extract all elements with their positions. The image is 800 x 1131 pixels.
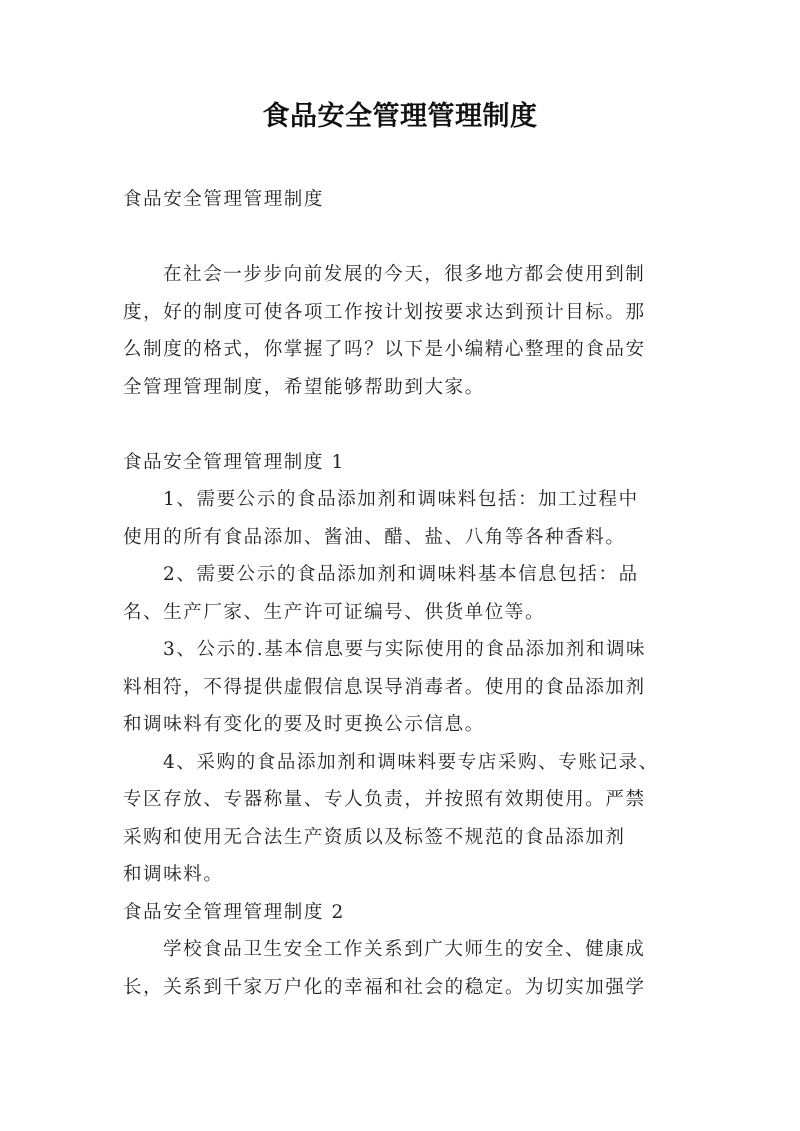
list-item bbox=[123, 556, 683, 631]
paragraph-line: 么制度的格式，你掌握了吗？以下是小编精心整理的食品安 bbox=[123, 339, 646, 360]
paragraph-line: 全管理管理制度，希望能够帮助到大家。 bbox=[123, 376, 485, 398]
list-item bbox=[123, 744, 683, 894]
spacer bbox=[123, 219, 683, 257]
paragraph-line: 和调味料。 bbox=[123, 864, 224, 885]
intro-paragraph bbox=[123, 256, 683, 406]
list-item bbox=[123, 481, 683, 556]
document-title: 食品安全管理管理制度 bbox=[262, 101, 538, 132]
document-body bbox=[123, 181, 683, 1006]
paragraph-line: 2、需要公示的食品添加剂和调味料基本信息包括：品 bbox=[163, 564, 639, 585]
section-heading-1: 食品安全管理管理制度 1 bbox=[123, 451, 345, 473]
paragraph-line: 专区存放、专器称量、专人负责，并按照有效期使用。严禁 bbox=[123, 789, 646, 810]
paragraph-line: 长，关系到千家万户化的幸福和社会的稳定。为切实加强学 bbox=[123, 976, 646, 998]
paragraph-line: 4、采购的食品添加剂和调味料要专店采购、专账记录、 bbox=[163, 751, 659, 773]
paragraph-line: 3、公示的.基本信息要与实际使用的食品添加剂和调味 bbox=[163, 639, 647, 660]
paragraph-line: 料相符，不得提供虚假信息误导消毒者。使用的食品添加剂 bbox=[123, 676, 646, 698]
paragraph-line: 学校食品卫生安全工作关系到广大师生的安全、健康成 bbox=[163, 939, 646, 960]
paragraph-line: 使用的所有食品添加、酱油、醋、盐、八角等各种香料。 bbox=[123, 526, 626, 548]
spacer bbox=[123, 406, 683, 444]
paragraph-line: 名、生产厂家、生产许可证编号、供货单位等。 bbox=[123, 601, 546, 623]
paragraph-line: 和调味料有变化的要及时更换公示信息。 bbox=[123, 714, 485, 735]
paragraph-line: 1、需要公示的食品添加剂和调味料包括：加工过程中 bbox=[163, 489, 639, 510]
paragraph-line: 在社会一步步向前发展的今天，很多地方都会使用到制 bbox=[163, 264, 646, 285]
list-item bbox=[123, 631, 683, 744]
paragraph-line: 度，好的制度可使各项工作按计划按要求达到预计目标。那 bbox=[123, 301, 646, 323]
section2-paragraph bbox=[123, 931, 683, 1006]
section-heading-2: 食品安全管理管理制度 2 bbox=[123, 901, 345, 923]
paragraph-line: 采购和使用无合法生产资质以及标签不规范的食品添加剂 bbox=[123, 826, 626, 848]
subtitle: 食品安全管理管理制度 bbox=[123, 189, 325, 210]
